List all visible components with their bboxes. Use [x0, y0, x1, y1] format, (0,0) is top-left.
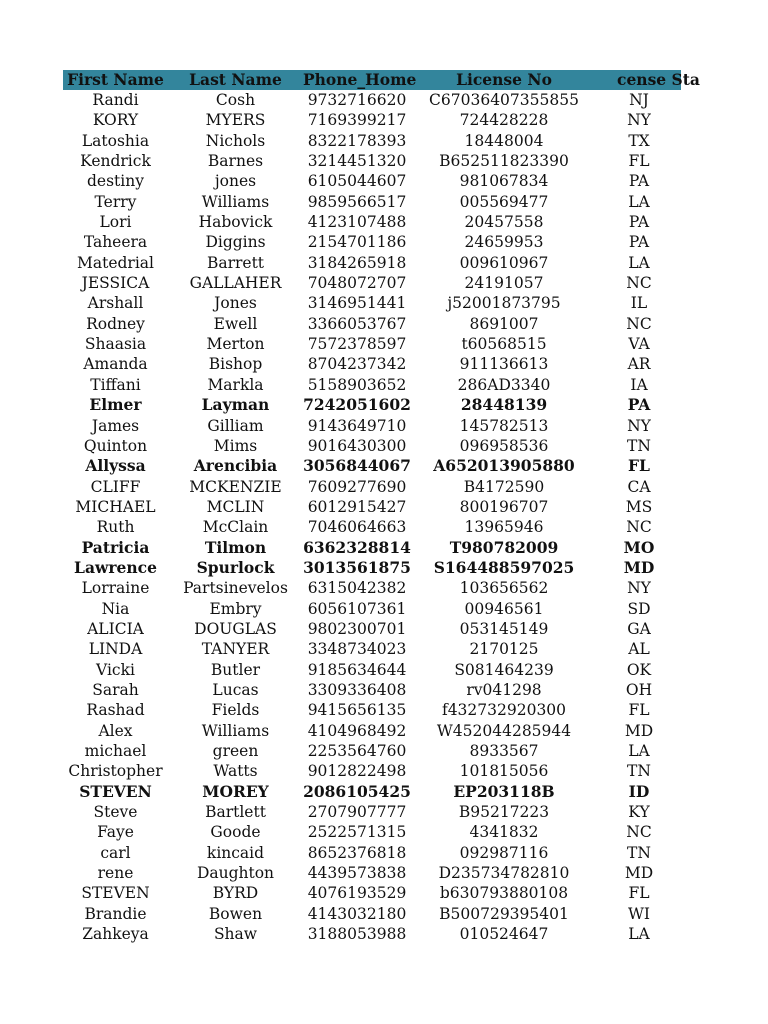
cell-first-name[interactable]: carl	[100, 843, 131, 862]
cell-first-name[interactable]: Terry	[94, 192, 137, 211]
cell-last-name[interactable]: Spurlock	[196, 557, 275, 577]
cell-license-state[interactable]: FL	[628, 884, 650, 903]
cell-license-no[interactable]: j52001873795	[447, 294, 561, 313]
cell-license-no[interactable]: EP203118B	[453, 781, 555, 801]
cell-phone-home[interactable]: 3309336408	[307, 680, 407, 699]
cell-phone-home[interactable]: 4104968492	[307, 721, 407, 740]
header-row	[63, 70, 700, 90]
table-row	[63, 497, 681, 517]
cell-last-name[interactable]: Daughton	[196, 864, 275, 883]
header-first-name[interactable]: First Name	[67, 70, 164, 89]
table-row	[63, 741, 681, 761]
cell-license-state[interactable]: WI	[627, 904, 651, 923]
table-row	[63, 131, 681, 151]
cell-last-name[interactable]: Williams	[201, 721, 270, 740]
cell-phone-home[interactable]: 4439573838	[307, 864, 407, 883]
cell-first-name[interactable]: Elmer	[89, 395, 142, 415]
cell-license-no[interactable]: 101815056	[459, 762, 549, 781]
cell-first-name[interactable]: Lori	[99, 213, 132, 232]
cell-license-state[interactable]: GA	[627, 619, 651, 638]
cell-last-name[interactable]: TANYER	[201, 640, 270, 659]
table-row	[63, 314, 681, 334]
cell-first-name[interactable]: Sarah	[92, 680, 139, 699]
table-row	[63, 436, 681, 456]
cell-phone-home[interactable]: 9732716620	[307, 91, 407, 109]
cell-license-state[interactable]: MS	[625, 497, 653, 516]
cell-license-no[interactable]: b630793880108	[439, 884, 569, 903]
cell-license-state[interactable]: PA	[627, 395, 651, 415]
cell-first-name[interactable]: Christopher	[68, 762, 163, 781]
cell-first-name[interactable]: KORY	[92, 111, 139, 130]
cell-license-state[interactable]: FL	[628, 456, 650, 476]
cell-first-name[interactable]: Nia	[101, 599, 130, 618]
cell-phone-home[interactable]: 6315042382	[307, 579, 407, 598]
cell-first-name[interactable]: CLIFF	[90, 477, 141, 496]
cell-license-no[interactable]: C67036407355855	[429, 91, 579, 109]
cell-first-name[interactable]: Zahkeya	[82, 925, 149, 944]
cell-license-state[interactable]: TN	[627, 843, 651, 862]
cell-first-name[interactable]: Arshall	[87, 294, 144, 313]
table-row	[63, 293, 681, 313]
cell-license-no[interactable]: t60568515	[461, 335, 547, 354]
table-row	[63, 680, 681, 700]
cell-phone-home[interactable]: 2154701186	[307, 233, 407, 252]
cell-license-state[interactable]: SD	[627, 599, 651, 618]
cell-first-name[interactable]: Brandie	[84, 904, 147, 923]
cell-last-name[interactable]: Goode	[210, 823, 261, 842]
cell-license-state[interactable]: TX	[628, 131, 650, 150]
cell-license-state[interactable]: FL	[628, 701, 650, 720]
cell-last-name[interactable]: Habovick	[198, 213, 273, 232]
cell-first-name[interactable]: rene	[97, 864, 134, 883]
cell-phone-home[interactable]: 6012915427	[307, 497, 407, 516]
cell-last-name[interactable]: Bishop	[208, 355, 263, 374]
header-phone-home[interactable]: Phone_Home	[303, 70, 417, 89]
cell-license-no[interactable]: rv041298	[466, 680, 542, 699]
cell-first-name[interactable]: Rashad	[86, 701, 145, 720]
cell-last-name[interactable]: Markla	[207, 375, 264, 394]
cell-phone-home[interactable]: 9143649710	[307, 416, 407, 435]
cell-first-name[interactable]: JESSICA	[81, 274, 150, 293]
table-row	[63, 273, 681, 293]
cell-first-name[interactable]: Rodney	[86, 314, 145, 333]
cell-last-name[interactable]: DOUGLAS	[194, 619, 277, 638]
cell-license-state[interactable]: LA	[628, 253, 650, 272]
cell-last-name[interactable]: Merton	[206, 335, 265, 354]
cell-license-no[interactable]: 2170125	[469, 640, 539, 659]
cell-phone-home[interactable]: 2086105425	[303, 781, 411, 801]
cell-phone-home[interactable]: 3184265918	[307, 253, 407, 272]
cell-last-name[interactable]: Partsinevelos	[183, 579, 288, 598]
cell-license-no[interactable]: 053145149	[459, 619, 549, 638]
table-row	[63, 477, 681, 497]
cell-license-no[interactable]: 096958536	[459, 436, 549, 455]
cell-first-name[interactable]: LINDA	[88, 640, 143, 659]
cell-license-state[interactable]: NC	[626, 823, 652, 842]
cell-license-state[interactable]: TN	[627, 436, 651, 455]
table-row	[63, 192, 681, 212]
table-row	[63, 334, 681, 354]
cell-first-name[interactable]: STEVEN	[79, 781, 152, 801]
cell-phone-home[interactable]: 4076193529	[307, 884, 407, 903]
cell-phone-home[interactable]: 3188053988	[307, 925, 407, 944]
cell-first-name[interactable]: James	[91, 416, 140, 435]
cell-last-name[interactable]: MOREY	[202, 781, 269, 801]
cell-license-state[interactable]: TN	[627, 762, 651, 781]
cell-license-no[interactable]: 800196707	[459, 497, 549, 516]
table-row	[63, 660, 681, 680]
cell-first-name[interactable]: Randi	[92, 91, 139, 109]
cell-license-state[interactable]: AL	[628, 640, 650, 659]
cell-phone-home[interactable]: 8704237342	[307, 355, 407, 374]
cell-license-no[interactable]: 8691007	[469, 314, 539, 333]
cell-last-name[interactable]: Watts	[213, 762, 258, 781]
cell-license-no[interactable]: T980782009	[449, 537, 559, 557]
table-row	[63, 883, 681, 903]
cell-first-name[interactable]: Alex	[98, 721, 133, 740]
cell-phone-home[interactable]: 4143032180	[307, 904, 407, 923]
cell-first-name[interactable]: Kendrick	[80, 152, 151, 171]
cell-license-no[interactable]: 145782513	[459, 416, 549, 435]
cell-phone-home[interactable]: 6105044607	[307, 172, 407, 191]
cell-phone-home[interactable]: 2707907777	[307, 803, 407, 822]
cell-license-state[interactable]: MD	[623, 557, 655, 577]
cell-last-name[interactable]: Barrett	[206, 253, 265, 272]
cell-license-state[interactable]: NY	[627, 416, 651, 435]
cell-license-state[interactable]: OK	[626, 660, 652, 679]
cell-last-name[interactable]: Barnes	[207, 152, 264, 171]
cell-last-name[interactable]: Embry	[209, 599, 262, 618]
cell-last-name[interactable]: Shaw	[213, 925, 258, 944]
cell-license-no[interactable]: D235734782810	[438, 864, 570, 883]
table-row	[63, 721, 681, 741]
cell-license-no[interactable]: 103656562	[459, 579, 549, 598]
cell-phone-home[interactable]: 9859566517	[307, 192, 407, 211]
cell-last-name[interactable]: Williams	[201, 192, 270, 211]
table-row	[63, 253, 681, 273]
table-row	[63, 578, 681, 598]
cell-license-state[interactable]: OH	[625, 680, 653, 699]
cell-last-name[interactable]: Nichols	[205, 131, 266, 150]
cell-license-no[interactable]: B500729395401	[439, 904, 569, 923]
cell-license-state[interactable]: IL	[630, 294, 648, 313]
table-row	[63, 416, 681, 436]
table-row	[63, 354, 681, 374]
header-license-no[interactable]: License No	[456, 70, 552, 89]
cell-license-no[interactable]: 010524647	[459, 925, 549, 944]
cell-phone-home[interactable]: 9802300701	[307, 619, 407, 638]
table-row	[63, 395, 681, 415]
table-row	[63, 558, 681, 578]
cell-last-name[interactable]: Ewell	[213, 314, 258, 333]
table-body	[63, 90, 681, 944]
cell-license-state[interactable]: AR	[627, 355, 651, 374]
cell-first-name[interactable]: michael	[84, 742, 147, 760]
cell-last-name[interactable]: jones	[214, 172, 257, 191]
cell-license-no[interactable]: 981067834	[459, 172, 549, 191]
cell-last-name[interactable]: Gilliam	[207, 416, 264, 435]
table-row	[63, 782, 681, 802]
cell-phone-home[interactable]: 9016430300	[307, 436, 407, 455]
cell-first-name[interactable]: Latoshia	[81, 131, 150, 150]
cell-license-no[interactable]: 286AD3340	[457, 375, 551, 394]
cell-license-state[interactable]: NY	[627, 579, 651, 598]
cell-first-name[interactable]: Steve	[93, 803, 138, 822]
cell-license-state[interactable]: MD	[624, 721, 654, 740]
cell-last-name[interactable]: Bartlett	[205, 803, 266, 822]
cell-last-name[interactable]: green	[212, 742, 259, 760]
cell-license-no[interactable]: 092987116	[459, 843, 549, 862]
cell-phone-home[interactable]: 9012822498	[307, 762, 407, 781]
cell-license-state[interactable]: NC	[626, 518, 652, 537]
cell-license-state[interactable]: NY	[627, 111, 651, 130]
cell-phone-home[interactable]: 3348734023	[307, 640, 407, 659]
cell-phone-home[interactable]: 3056844067	[303, 456, 411, 476]
cell-phone-home[interactable]: 7046064663	[307, 518, 407, 537]
cell-license-state[interactable]: CA	[627, 477, 651, 496]
cell-phone-home[interactable]: 3013561875	[303, 557, 411, 577]
cell-first-name[interactable]: Quinton	[83, 436, 148, 455]
cell-first-name[interactable]: Faye	[97, 823, 134, 842]
header-license-state[interactable]: cense Sta	[617, 70, 700, 89]
cell-license-no[interactable]: W452044285944	[436, 721, 572, 740]
cell-phone-home[interactable]: 7169399217	[307, 111, 407, 130]
cell-license-no[interactable]: S081464239	[454, 660, 554, 679]
cell-first-name[interactable]: Ruth	[96, 518, 135, 537]
cell-last-name[interactable]: MCLIN	[206, 497, 265, 516]
cell-license-state[interactable]: ID	[628, 781, 650, 801]
cell-license-no[interactable]: S164488597025	[433, 557, 575, 577]
cell-license-no[interactable]: 8933567	[469, 742, 539, 760]
cell-first-name[interactable]: Amanda	[83, 355, 148, 374]
cell-last-name[interactable]: GALLAHER	[189, 274, 282, 293]
cell-license-no[interactable]: 005569477	[459, 192, 549, 211]
cell-phone-home[interactable]: 7609277690	[307, 477, 407, 496]
cell-license-no[interactable]: 24659953	[464, 233, 544, 252]
table-row	[63, 619, 681, 639]
cell-license-no[interactable]: 13965946	[464, 518, 544, 537]
cell-license-state[interactable]: PA	[628, 172, 650, 191]
table-row	[63, 456, 681, 476]
cell-first-name[interactable]: Allyssa	[85, 456, 146, 476]
cell-first-name[interactable]: Lorraine	[81, 579, 150, 598]
table-row	[63, 904, 681, 924]
cell-license-no[interactable]: 724428228	[459, 111, 549, 130]
table-row	[63, 761, 681, 781]
table-row	[63, 110, 681, 130]
cell-license-state[interactable]: LA	[628, 925, 650, 944]
cell-phone-home[interactable]: 3146951441	[307, 294, 407, 313]
cell-first-name[interactable]: Patricia	[81, 537, 150, 557]
header-last-name[interactable]: Last Name	[189, 70, 282, 89]
cell-license-state[interactable]: LA	[628, 192, 650, 211]
table-row	[63, 90, 681, 110]
table-row	[63, 171, 681, 191]
cell-license-no[interactable]: 20457558	[464, 213, 544, 232]
cell-license-state[interactable]: MO	[623, 537, 655, 557]
cell-phone-home[interactable]: 7048072707	[307, 274, 407, 293]
cell-last-name[interactable]: Cosh	[215, 91, 256, 109]
cell-first-name[interactable]: Taheera	[83, 233, 148, 252]
cell-first-name[interactable]: destiny	[87, 172, 144, 191]
cell-license-no[interactable]: 4341832	[469, 823, 539, 842]
cell-last-name[interactable]: Lucas	[212, 680, 259, 699]
cell-phone-home[interactable]: 8322178393	[307, 131, 407, 150]
cell-last-name[interactable]: Butler	[210, 660, 261, 679]
cell-license-state[interactable]: IA	[630, 375, 648, 394]
cell-license-no[interactable]: 009610967	[459, 253, 549, 272]
cell-license-state[interactable]: NC	[626, 274, 652, 293]
table-row	[63, 822, 681, 842]
cell-phone-home[interactable]: 6362328814	[303, 537, 411, 557]
cell-phone-home[interactable]: 8652376818	[307, 843, 407, 862]
cell-license-no[interactable]: 28448139	[460, 395, 548, 415]
table-row	[63, 517, 681, 537]
cell-last-name[interactable]: Layman	[201, 395, 270, 415]
cell-license-state[interactable]: MD	[624, 864, 654, 883]
cell-license-no[interactable]: 00946561	[464, 599, 544, 618]
table-row	[63, 863, 681, 883]
cell-license-no[interactable]: f432732920300	[441, 701, 567, 720]
cell-license-state[interactable]: NJ	[629, 91, 649, 109]
cell-license-state[interactable]: PA	[628, 233, 650, 252]
table-row	[63, 639, 681, 659]
cell-last-name[interactable]: Fields	[211, 701, 260, 720]
cell-phone-home[interactable]: 4123107488	[307, 213, 407, 232]
cell-phone-home[interactable]: 5158903652	[307, 375, 407, 394]
cell-last-name[interactable]: MCKENZIE	[189, 477, 282, 496]
cell-last-name[interactable]: Arencibia	[193, 456, 278, 476]
cell-last-name[interactable]: Bowen	[208, 904, 263, 923]
cell-first-name[interactable]: Vicki	[96, 660, 135, 679]
spreadsheet-table	[63, 70, 700, 944]
cell-phone-home[interactable]: 3366053767	[307, 314, 407, 333]
cell-first-name[interactable]: MICHAEL	[75, 497, 156, 516]
cell-first-name[interactable]: Matedrial	[76, 253, 154, 272]
table-row	[63, 232, 681, 252]
cell-license-no[interactable]: B95217223	[458, 803, 550, 822]
cell-last-name[interactable]: BYRD	[212, 884, 259, 903]
cell-license-no[interactable]: A652013905880	[433, 456, 575, 476]
table-row	[63, 151, 681, 171]
cell-license-state[interactable]: NC	[626, 314, 652, 333]
table-row	[63, 843, 681, 863]
cell-last-name[interactable]: Mims	[213, 436, 258, 455]
cell-phone-home[interactable]: 2522571315	[307, 823, 407, 842]
table-row	[63, 802, 681, 822]
cell-last-name[interactable]: Jones	[214, 294, 257, 313]
table-row	[63, 924, 681, 944]
cell-license-state[interactable]: FL	[628, 152, 650, 171]
cell-phone-home[interactable]: 7242051602	[303, 395, 411, 415]
cell-phone-home[interactable]: 9185634644	[307, 660, 407, 679]
cell-phone-home[interactable]: 2253564760	[307, 742, 407, 760]
cell-last-name[interactable]: Diggins	[205, 233, 266, 252]
cell-first-name[interactable]: STEVEN	[81, 884, 150, 903]
table-row	[63, 538, 681, 558]
cell-license-no[interactable]: B652511823390	[439, 152, 569, 171]
cell-license-no[interactable]: B4172590	[463, 477, 545, 496]
cell-phone-home[interactable]: 3214451320	[307, 152, 407, 171]
cell-first-name[interactable]: Lawrence	[74, 557, 157, 577]
cell-license-no[interactable]: 24191057	[464, 274, 544, 293]
cell-last-name[interactable]: MYERS	[205, 111, 266, 130]
cell-first-name[interactable]: Tiffani	[90, 375, 141, 394]
cell-phone-home[interactable]: 7572378597	[307, 335, 407, 354]
table-row	[63, 212, 681, 232]
cell-license-no[interactable]: 18448004	[464, 131, 544, 150]
cell-license-state[interactable]: PA	[628, 213, 650, 232]
table-row	[63, 599, 681, 619]
cell-first-name[interactable]: ALICIA	[87, 619, 144, 638]
cell-phone-home[interactable]: 6056107361	[307, 599, 407, 618]
cell-license-state[interactable]: VA	[628, 335, 650, 354]
cell-last-name[interactable]: Tilmon	[204, 537, 267, 557]
table-row	[63, 700, 681, 720]
table-row	[63, 375, 681, 395]
cell-last-name[interactable]: kincaid	[206, 843, 265, 862]
cell-phone-home[interactable]: 9415656135	[307, 701, 407, 720]
cell-first-name[interactable]: Shaasia	[84, 335, 147, 354]
cell-license-state[interactable]: KY	[628, 803, 650, 822]
cell-license-state[interactable]: LA	[628, 742, 650, 760]
cell-last-name[interactable]: McClain	[202, 518, 269, 537]
cell-license-no[interactable]: 911136613	[459, 355, 549, 374]
